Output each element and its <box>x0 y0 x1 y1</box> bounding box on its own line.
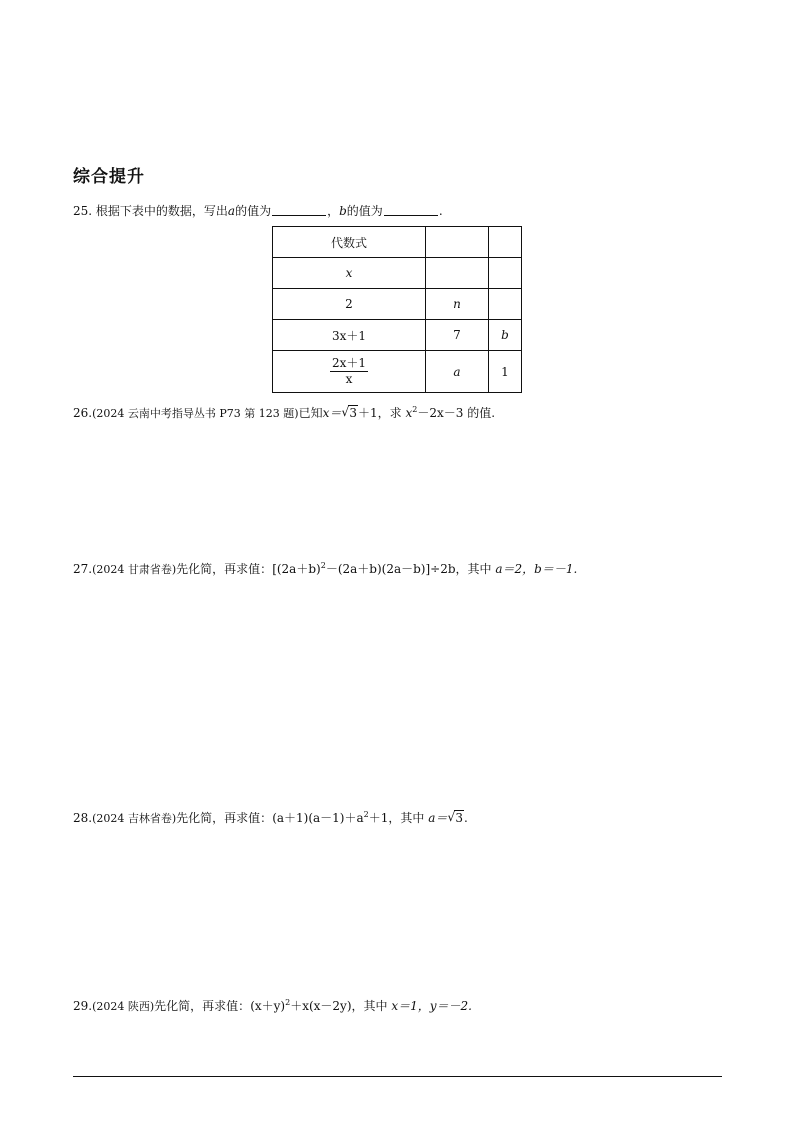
table-cell <box>426 351 489 393</box>
question-text: 的值. <box>463 406 496 420</box>
math-expression: x <box>405 406 413 420</box>
question-text: 已知 <box>298 406 323 420</box>
question-number: 28. <box>73 811 93 825</box>
question-26 <box>73 405 495 422</box>
table-cell <box>426 258 489 289</box>
question-text: 的值为 <box>235 204 272 218</box>
question-text: ，其中 <box>351 999 392 1013</box>
condition: a＝2，b＝－1. <box>495 562 578 576</box>
table-cell-expr <box>273 258 426 289</box>
fraction-numerator: 2x＋1 <box>331 356 367 370</box>
cell-text: x <box>345 266 353 280</box>
table-cell <box>489 320 522 351</box>
data-table <box>272 226 522 393</box>
cell-text: b <box>501 328 509 342</box>
fraction <box>330 356 368 387</box>
period: . <box>464 811 468 825</box>
math-expression: －(2a＋b)(2a－b)]÷2b <box>325 562 456 576</box>
table-cell: 7 <box>426 320 489 351</box>
math-expression: －2x－3 <box>417 406 464 420</box>
question-27 <box>73 561 577 578</box>
table-row <box>273 289 522 320</box>
question-text: ，其中 <box>388 811 429 825</box>
exponent: 2 <box>320 561 326 570</box>
variable-a: a <box>227 204 236 218</box>
fraction-denominator: x <box>345 372 353 386</box>
condition: x＝1，y＝－2. <box>391 999 472 1013</box>
math-expression: ＋1 <box>368 811 389 825</box>
separator: ， <box>327 204 340 218</box>
variable-b: b <box>339 204 347 218</box>
table-cell-expr: 2 <box>273 289 426 320</box>
radicand: 3 <box>455 811 464 825</box>
period: . <box>438 204 443 218</box>
cell-text: n <box>453 297 461 311</box>
condition: a＝ <box>428 811 448 825</box>
table-cell-expr <box>273 351 426 393</box>
cell-text: a <box>453 364 461 379</box>
exponent: 2 <box>412 405 418 414</box>
question-source: (2024 吉林省卷) <box>92 812 177 825</box>
table-header-row <box>273 227 522 258</box>
table-cell <box>426 289 489 320</box>
question-number: 27. <box>73 562 93 576</box>
table-row <box>273 320 522 351</box>
table-cell <box>489 258 522 289</box>
math-expression: (x＋y) <box>250 999 286 1013</box>
table-header-cell: 代数式 <box>273 227 426 258</box>
question-29 <box>73 998 472 1015</box>
square-root <box>447 810 464 826</box>
table-header-cell <box>426 227 489 258</box>
footer-divider <box>73 1076 722 1077</box>
math-expression: x＝ <box>322 406 342 420</box>
question-number: 25. <box>73 204 93 218</box>
math-expression: [(2a＋b) <box>272 562 321 576</box>
table-header-cell <box>489 227 522 258</box>
answer-blank-b[interactable] <box>384 203 438 216</box>
question-25 <box>73 203 443 219</box>
answer-blank-a[interactable] <box>272 203 326 216</box>
square-root <box>341 405 358 421</box>
question-source: (2024 甘肃省卷) <box>92 563 177 576</box>
question-text: 根据下表中的数据，写出 <box>92 204 228 218</box>
question-text: 先化简，再求值： <box>176 562 273 576</box>
radicand: 3 <box>349 406 357 420</box>
question-text: 的值为 <box>346 204 383 218</box>
question-text: ，其中 <box>455 562 496 576</box>
radical-sign-icon: √ <box>341 405 350 419</box>
table-cell: 1 <box>489 351 522 393</box>
question-number: 26. <box>73 406 93 420</box>
question-source: (2024 云南中考指导丛书 P73 第 123 题) <box>92 407 299 420</box>
question-number: 29. <box>73 999 93 1013</box>
question-text: 先化简，再求值： <box>154 999 251 1013</box>
table-cell-expr: 3x＋1 <box>273 320 426 351</box>
math-expression: (a＋1)(a－1)＋a <box>272 811 364 825</box>
exponent: 2 <box>363 810 369 819</box>
table-cell <box>489 289 522 320</box>
table-row <box>273 351 522 393</box>
table-row <box>273 258 522 289</box>
math-expression: ＋x(x－2y) <box>290 999 352 1013</box>
exponent: 2 <box>285 998 291 1007</box>
question-28 <box>73 810 468 827</box>
section-title: 综合提升 <box>73 167 145 187</box>
question-source: (2024 陕西) <box>92 1000 155 1013</box>
question-text: 先化简，再求值： <box>176 811 273 825</box>
radical-sign-icon: √ <box>447 810 456 824</box>
question-text: ＋1，求 <box>358 406 406 420</box>
